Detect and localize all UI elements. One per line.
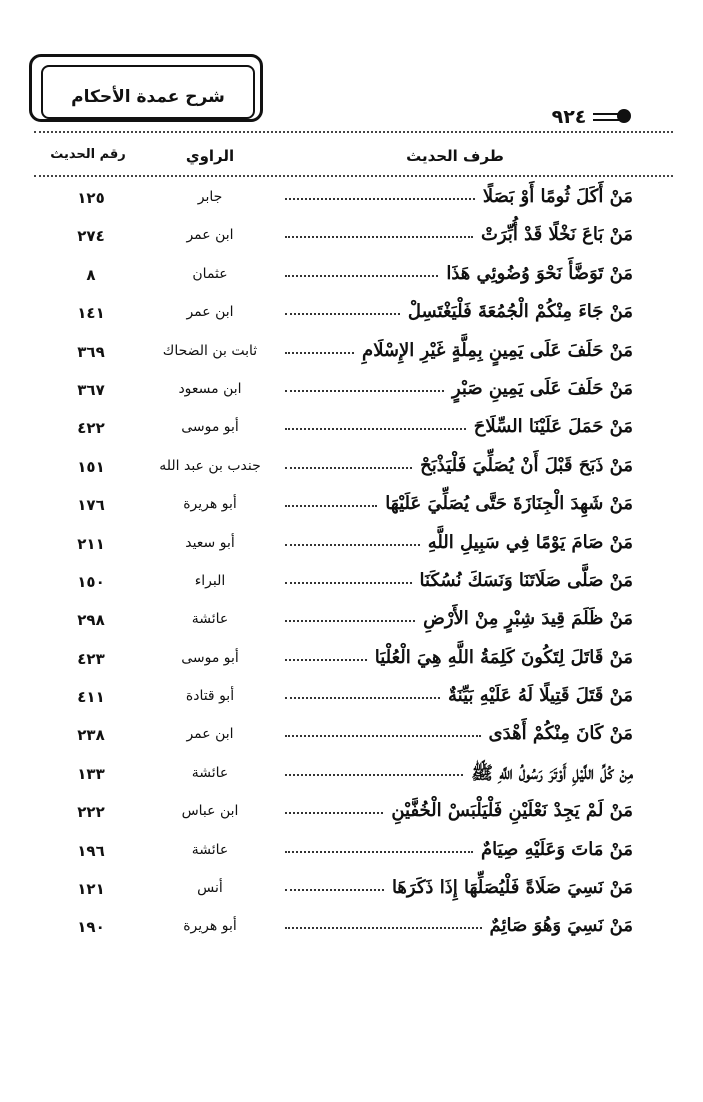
column-header-tarf: طرف الحديث bbox=[406, 147, 504, 165]
narrator: ابن عمر bbox=[186, 227, 234, 244]
table-row bbox=[0, 295, 703, 333]
hadith-tarf: مَنْ صَلَّى صَلَاتَنَا وَنَسَكَ نُسُكَنَا bbox=[419, 569, 633, 591]
book-title: شرح عمدة الأحكام bbox=[71, 87, 225, 107]
page-number: ٩٢٤ bbox=[551, 106, 587, 128]
hadith-number: ٤٢٢ bbox=[77, 419, 105, 438]
dot-leader bbox=[285, 467, 412, 469]
hadith-tarf: مَنْ حَلَفَ عَلَى يَمِينِ صَبْرٍ bbox=[451, 377, 633, 399]
narrator: أبو موسى bbox=[181, 419, 239, 436]
narrator: أنس bbox=[197, 880, 223, 897]
dot-leader bbox=[285, 620, 415, 622]
hadith-tarf: مَنْ بَاعَ نَخْلًا قَدْ أُبِّرَتْ bbox=[481, 224, 633, 246]
table-row bbox=[0, 410, 703, 448]
page-number-ornament-line bbox=[593, 119, 621, 121]
table-row bbox=[0, 180, 703, 218]
table-row bbox=[0, 218, 703, 256]
table-row bbox=[0, 487, 703, 525]
narrator: جابر bbox=[197, 189, 223, 205]
hadith-tarf: مَنْ كَانَ مِنْكُمْ أَهْدَى bbox=[488, 723, 633, 745]
table-row bbox=[0, 794, 703, 832]
dot-leader bbox=[285, 236, 473, 238]
hadith-number: ٤١١ bbox=[77, 688, 105, 707]
narrator: أبو هريرة bbox=[183, 918, 237, 935]
hadith-tarf: مَنْ قَاتَلَ لِتَكُونَ كَلِمَةُ اللَّهِ هِيَ الْعُلْيَا bbox=[374, 646, 633, 668]
header-divider bbox=[34, 175, 673, 177]
hadith-tarf: مَنْ نَسِيَ وَهُوَ صَائِمٌ bbox=[489, 915, 633, 937]
narrator: أبو سعيد bbox=[185, 534, 235, 551]
table-row bbox=[0, 833, 703, 871]
table-row bbox=[0, 564, 703, 602]
dot-leader bbox=[285, 697, 440, 699]
dot-leader bbox=[285, 927, 482, 929]
top-divider bbox=[34, 131, 673, 133]
narrator: ابن عمر bbox=[186, 726, 234, 743]
hadith-number: ١٤١ bbox=[77, 304, 105, 323]
narrator: ابن عباس bbox=[181, 803, 239, 820]
narrator: عائشة bbox=[191, 841, 229, 858]
narrator: أبو قتادة bbox=[185, 688, 235, 705]
title-frame bbox=[41, 65, 255, 119]
dot-leader bbox=[285, 198, 475, 200]
narrator: أبو موسى bbox=[181, 649, 239, 666]
column-header-number: رقم الحديث bbox=[50, 147, 126, 162]
table-row bbox=[0, 717, 703, 755]
table-row bbox=[0, 871, 703, 909]
hadith-tarf: مَنْ جَاءَ مِنْكُمْ الْجُمُعَةَ فَلْيَغْتَسِلْ bbox=[407, 301, 633, 323]
dot-leader bbox=[285, 352, 354, 354]
narrator: ابن عمر bbox=[186, 304, 234, 321]
narrator: أبو هريرة bbox=[183, 496, 237, 513]
hadith-number: ٢٢٢ bbox=[77, 803, 105, 822]
dot-leader bbox=[285, 812, 383, 814]
dot-leader bbox=[285, 735, 481, 737]
hadith-number: ٢٣٨ bbox=[77, 726, 105, 745]
hadith-number: ٢٧٤ bbox=[77, 227, 105, 246]
dot-leader bbox=[285, 774, 463, 776]
table-row bbox=[0, 602, 703, 640]
page-number-ornament-dot bbox=[617, 109, 631, 123]
hadith-tarf: مَنْ مَاتَ وَعَلَيْهِ صِيَامٌ bbox=[480, 838, 633, 860]
dot-leader bbox=[285, 851, 473, 853]
hadith-tarf: مَنْ أَكَلَ ثُومًا أَوْ بَصَلًا bbox=[482, 186, 633, 207]
table-row bbox=[0, 372, 703, 410]
hadith-tarf: مِنْ كُلِّ اللَّيْلِ أَوْتَرَ رَسُولُ اللَّهِ ﷺ bbox=[471, 762, 633, 784]
narrator: عائشة bbox=[191, 764, 229, 781]
hadith-number: ٨ bbox=[86, 265, 96, 284]
hadith-tarf: مَنْ ظَلَمَ قِيدَ شِبْرٍ مِنْ الأَرْضِ bbox=[423, 608, 633, 630]
hadith-tarf: مَنْ قَتَلَ قَتِيلًا لَهُ عَلَيْهِ بَيِّنَةٌ bbox=[448, 685, 633, 707]
hadith-tarf: مَنْ نَسِيَ صَلَاةً فَلْيُصَلِّهَا إِذَا ذَكَرَهَا bbox=[391, 877, 633, 899]
dot-leader bbox=[285, 428, 466, 430]
dot-leader bbox=[285, 582, 412, 584]
hadith-tarf: مَنْ صَامَ يَوْمًا فِي سَبِيلِ اللَّهِ bbox=[427, 531, 633, 553]
narrator: ثابت بن الضحاك bbox=[162, 342, 258, 359]
hadith-number: ٢٩٨ bbox=[77, 611, 105, 630]
dot-leader bbox=[285, 544, 420, 546]
hadith-number: ١٧٦ bbox=[77, 496, 105, 515]
hadith-tarf: مَنْ لَمْ يَجِدْ نَعْلَيْنِ فَلْيَلْبَسْ الْخُفَّيْنِ bbox=[391, 800, 633, 822]
narrator: عثمان bbox=[192, 265, 228, 282]
hadith-number: ١٢٥ bbox=[77, 189, 105, 207]
hadith-tarf: مَنْ تَوَضَّأَ نَحْوَ وُضُوئِي هَذَا bbox=[446, 262, 633, 284]
narrator: جندب بن عبد الله bbox=[159, 457, 261, 474]
hadith-number: ١٢١ bbox=[77, 880, 105, 899]
table-row bbox=[0, 526, 703, 564]
hadith-tarf: مَنْ حَمَلَ عَلَيْنَا السِّلَاحَ bbox=[473, 416, 633, 438]
hadith-number: ١٩٦ bbox=[77, 841, 105, 860]
narrator: عائشة bbox=[191, 611, 229, 628]
narrator: ابن مسعود bbox=[178, 380, 242, 397]
table-row bbox=[0, 679, 703, 717]
hadith-number: ٤٢٣ bbox=[77, 649, 105, 668]
dot-leader bbox=[285, 505, 377, 507]
table-row bbox=[0, 909, 703, 947]
table-row bbox=[0, 641, 703, 679]
table-row bbox=[0, 257, 703, 295]
dot-leader bbox=[285, 889, 384, 891]
hadith-number: ١٥١ bbox=[77, 457, 105, 476]
hadith-tarf: مَنْ ذَبَحَ قَبْلَ أَنْ يُصَلِّيَ فَلْيَذْبَحْ bbox=[420, 454, 633, 476]
hadith-number: ١٥٠ bbox=[77, 572, 105, 591]
hadith-number: ٢١١ bbox=[77, 534, 105, 553]
column-header-rawi: الراوي bbox=[185, 147, 235, 165]
table-row bbox=[0, 334, 703, 372]
hadith-number: ١٩٠ bbox=[77, 918, 105, 937]
hadith-number: ٣٦٩ bbox=[77, 342, 105, 361]
dot-leader bbox=[285, 313, 400, 315]
table-row bbox=[0, 756, 703, 794]
hadith-tarf: مَنْ حَلَفَ عَلَى يَمِينٍ بِمِلَّةٍ غَيْرِ الإِسْلَامِ bbox=[362, 339, 633, 361]
dot-leader bbox=[285, 275, 438, 277]
hadith-number: ١٣٣ bbox=[77, 764, 105, 783]
hadith-tarf: مَنْ شَهِدَ الْجِنَازَةَ حَتَّى يُصَلِّيَ عَلَيْهَا bbox=[385, 493, 633, 515]
hadith-number: ٣٦٧ bbox=[77, 380, 105, 399]
dot-leader bbox=[285, 390, 444, 392]
table-row bbox=[0, 449, 703, 487]
narrator: البراء bbox=[194, 572, 226, 589]
index-table bbox=[0, 180, 703, 948]
dot-leader bbox=[285, 659, 367, 661]
